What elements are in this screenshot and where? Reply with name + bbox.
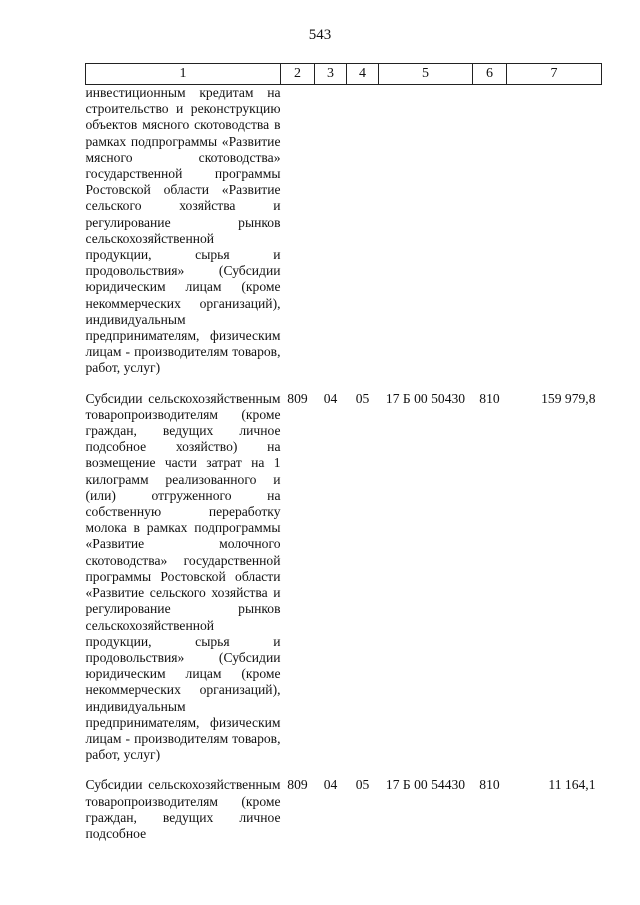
row-ministry-code: 809 xyxy=(287,390,308,406)
header-col-5: 5 xyxy=(379,64,473,85)
table-row xyxy=(86,777,602,856)
row-section-code xyxy=(315,85,347,391)
row-ministry-code: 809 xyxy=(287,777,308,793)
header-col-1: 1 xyxy=(86,64,281,85)
header-col-3: 3 xyxy=(315,64,347,85)
row-amount: 11 164,1 xyxy=(548,777,596,793)
table-row xyxy=(86,391,602,778)
row-amount xyxy=(507,85,602,391)
row-description: инвестиционным кредитам на строительство и реконструкцию объектов мясного скотоводства в рамках подпрограммы «Развитие мясного скотоводства» государственной программы Ростовской области «Развитие сельского хозяйства и регулирование рынков сельскохозяйственной продукции, сырья и продовольствия» (Субсидии юридическим лицам (кроме некоммерческих организаций), индивидуальным предпринимателям, физическим лицам - производителям товаров, работ, услуг) xyxy=(85,85,281,376)
budget-table xyxy=(85,63,602,856)
row-expense-type: 810 xyxy=(479,390,500,406)
row-section-code: 04 xyxy=(323,777,338,793)
row-ministry-code xyxy=(281,85,315,391)
page-number: 543 xyxy=(308,27,332,43)
row-target-article: 17 Б 00 50430 xyxy=(385,390,466,406)
row-target-article: 17 Б 00 54430 xyxy=(385,777,466,793)
row-expense-type: 810 xyxy=(479,777,500,793)
row-subsection-code: 05 xyxy=(355,777,370,793)
row-expense-type xyxy=(473,85,507,391)
table-row xyxy=(86,85,602,391)
header-col-2: 2 xyxy=(281,64,315,85)
row-amount: 159 979,8 xyxy=(541,390,596,406)
header-col-7: 7 xyxy=(507,64,602,85)
header-col-6: 6 xyxy=(473,64,507,85)
table-header-row xyxy=(86,64,602,85)
row-section-code: 04 xyxy=(323,390,338,406)
row-description: Субсидии сельскохозяйственным товаропроизводителям (кроме граждан, ведущих личное подсобное xyxy=(85,777,281,841)
row-subsection-code: 05 xyxy=(355,390,370,406)
row-target-article xyxy=(379,85,473,391)
header-col-4: 4 xyxy=(347,64,379,85)
row-description: Субсидии сельскохозяйственным товаропроизводителям (кроме граждан, ведущих личное подсобное хозяйство) на возмещение части затрат на 1 килограмм реализованного и (или) отгруженного на собственную переработку молока в рамках подпрограммы «Развитие молочного скотоводства» государственной программы Ростовской области «Развитие сельского хозяйства и регулирование рынков сельскохозяйственной продукции, сырья и продовольствия» (Субсидии юридическим лицам (кроме некоммерческих организаций), индивидуальным предпринимателям, физическим лицам - производителям товаров, работ, услуг) xyxy=(85,390,281,763)
row-subsection-code xyxy=(347,85,379,391)
